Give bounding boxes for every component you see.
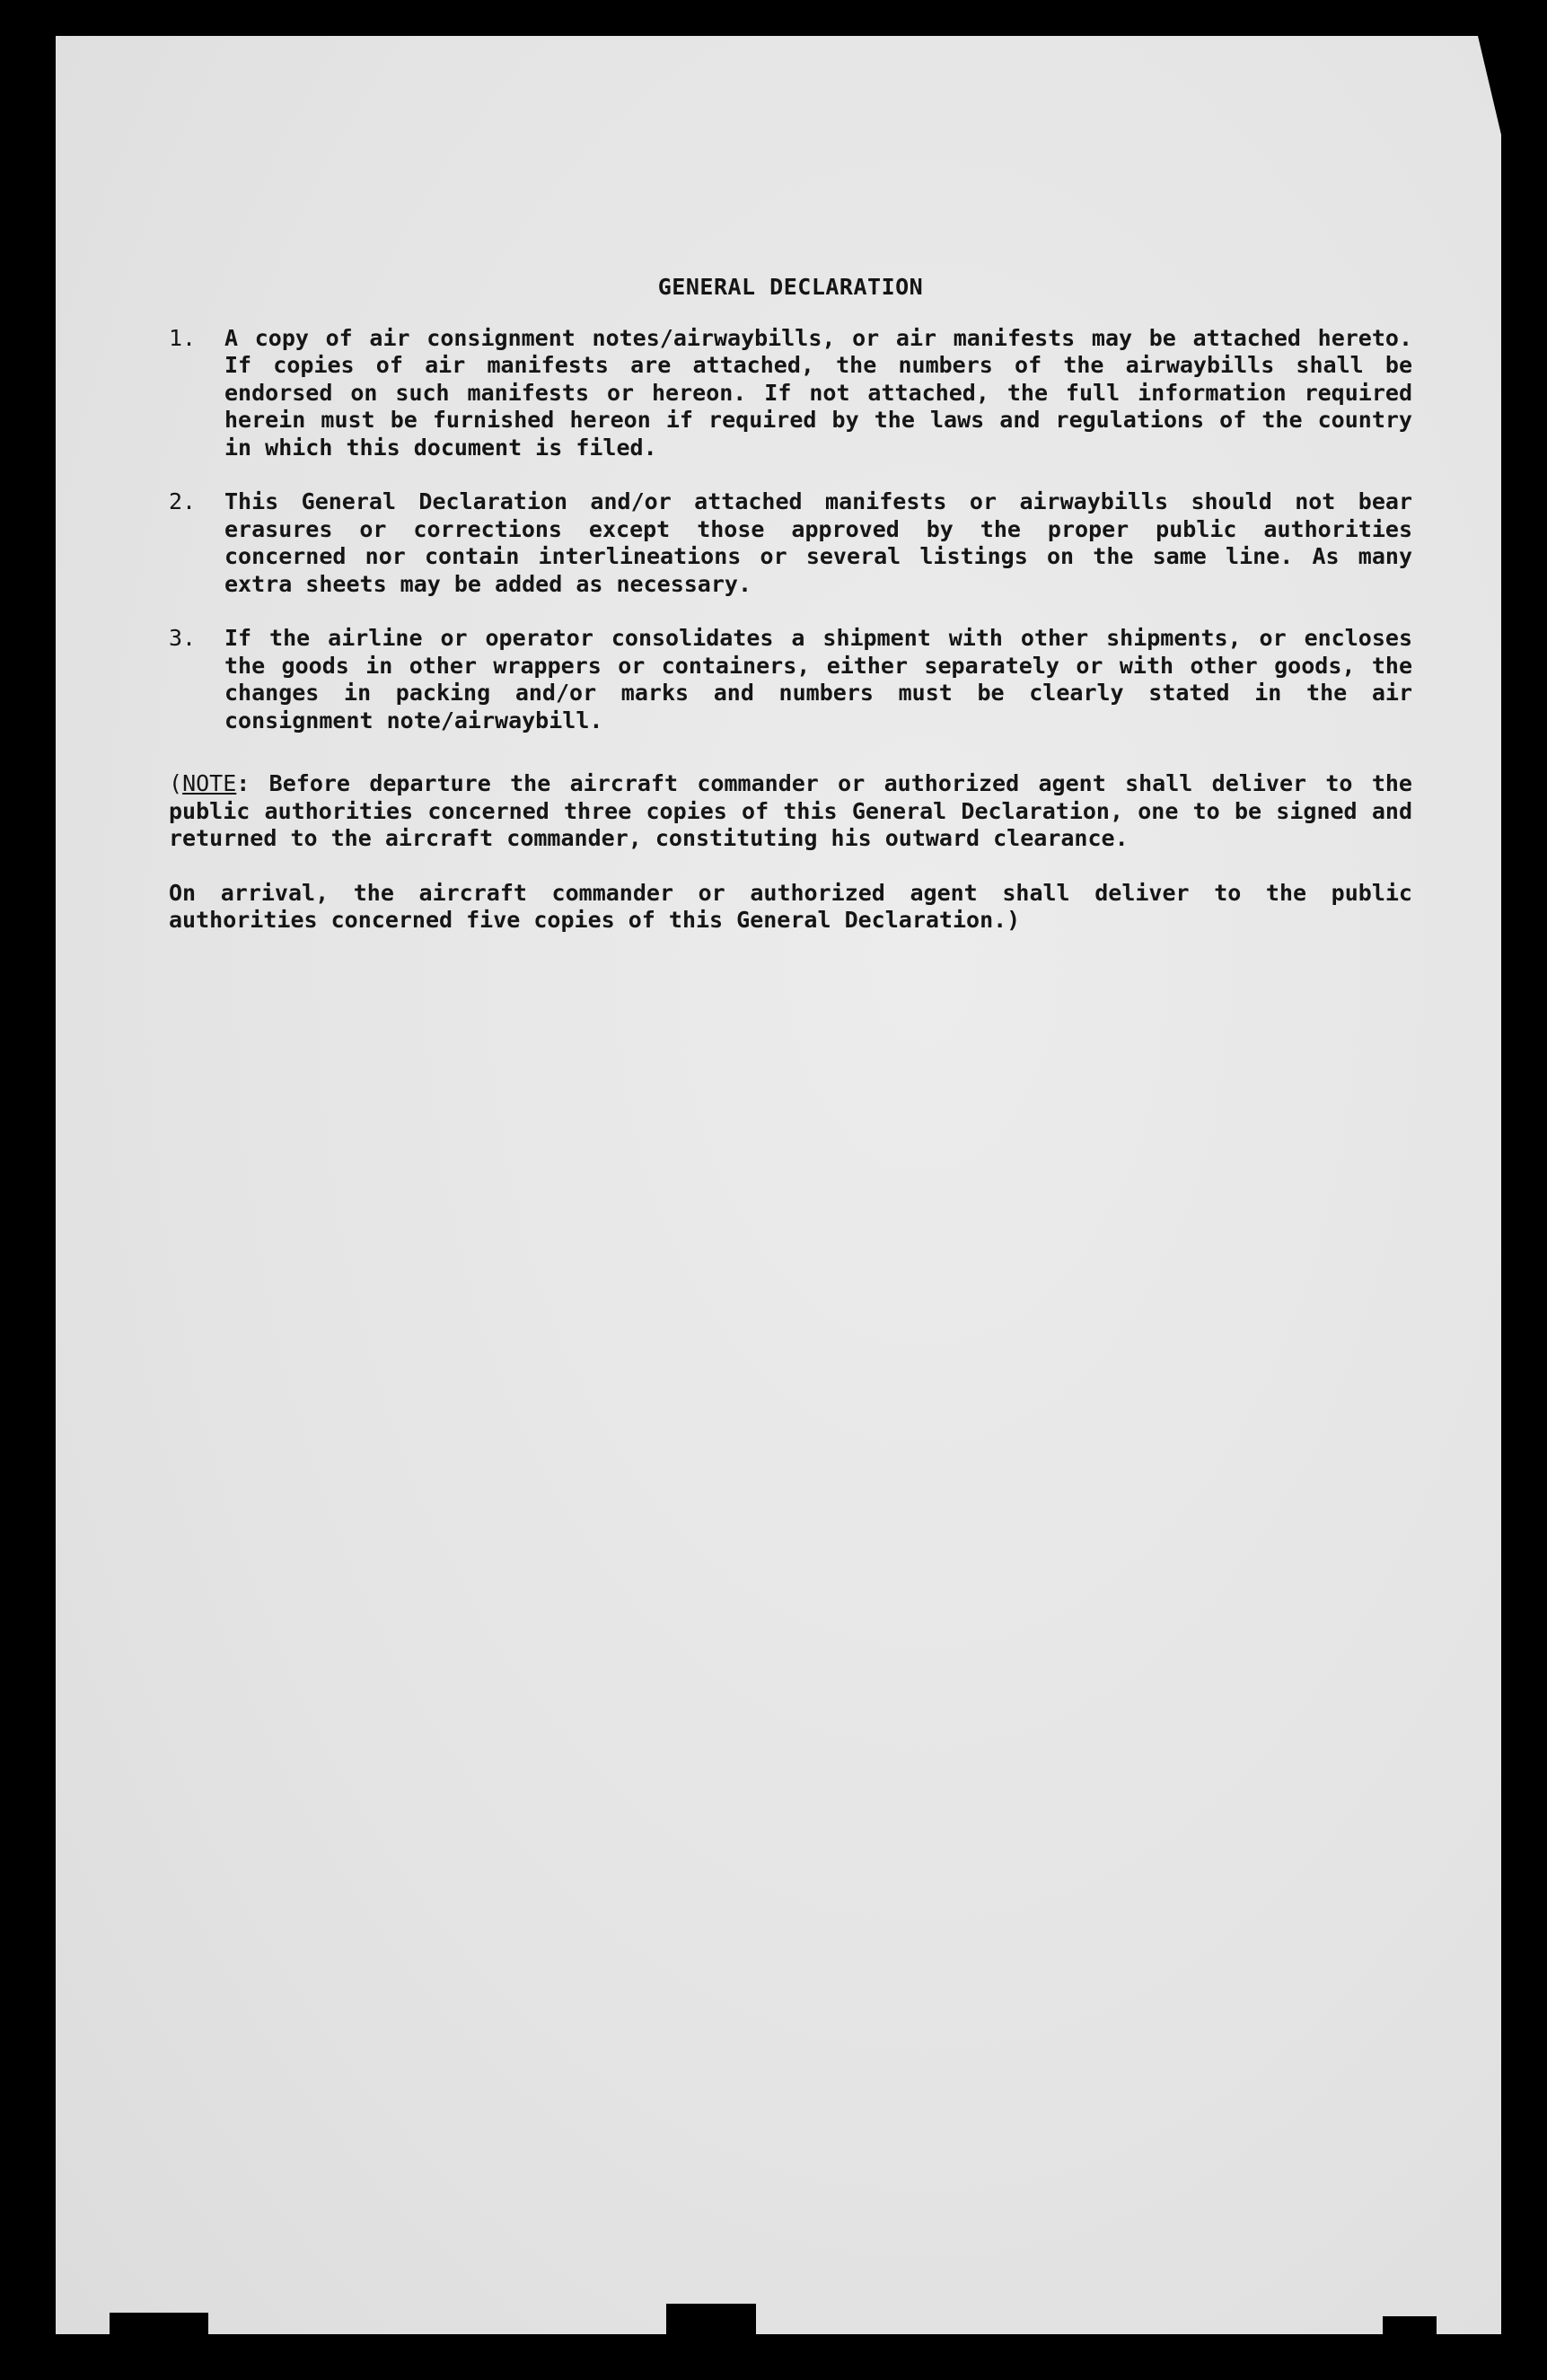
item-number: 1. (169, 324, 197, 351)
document-page (56, 36, 1501, 2334)
declaration-item-1 (169, 325, 1412, 462)
declaration-item-3 (169, 625, 1412, 734)
departure-note (169, 770, 1412, 853)
page-corner-fold (1478, 36, 1501, 135)
item-number: 3. (169, 625, 197, 651)
note-keyword: NOTE (182, 770, 237, 796)
declaration-item-2 (169, 488, 1412, 598)
note-text: : Before departure the aircraft commander or authorized agent shall deliver to the public authorities concerned three copies of this General Declaration, one to be signed and returned to the aircraft commander, constituting his outward clearance. (169, 770, 1412, 851)
item-text: A copy of air consignment notes/airwaybills, or air manifests may be attached hereto. If copies of air manifests are attached, the numbers of the airwaybills shall be endorsed on such manifests or hereon. If not attached, the full information required herein must be furnished hereon if required by the laws and regulations of the country in which this document is filed. (224, 324, 1412, 461)
item-number: 2. (169, 488, 197, 514)
scan-mark (110, 2313, 208, 2334)
note-open-paren: ( (169, 770, 183, 796)
document-body (169, 274, 1412, 935)
arrival-note: On arrival, the aircraft commander or authorized agent shall deliver to the public authorities concerned five copies of this General Declaration.) (169, 879, 1412, 933)
item-text: If the airline or operator consolidates a shipment with other shipments, or encloses the goods in other wrappers or containers, either separately or with other goods, the changes in packing and/or marks and numbers must be clearly stated in the air consignment note/airwaybill. (224, 625, 1412, 733)
scan-mark (666, 2304, 756, 2334)
item-text: This General Declaration and/or attached manifests or airwaybills should not bear erasures or corrections except those approved by the proper public authorities concerned nor contain interlineations or several listings on the same line. As many extra sheets may be added as necessary. (224, 488, 1412, 597)
scan-mark (1383, 2316, 1437, 2334)
document-title: GENERAL DECLARATION (657, 274, 924, 300)
